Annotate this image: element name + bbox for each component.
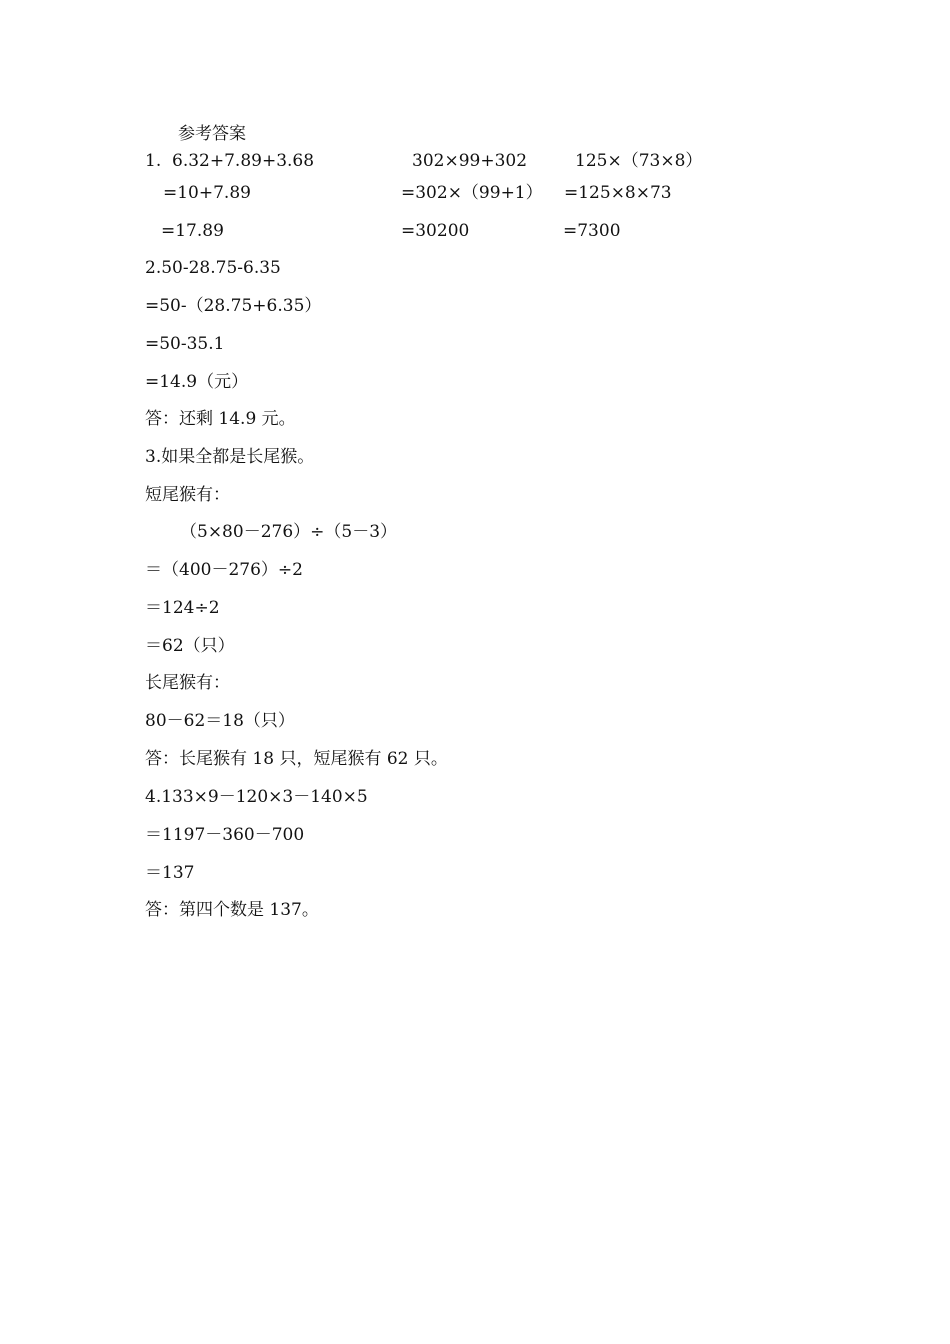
q1-expr3-line3: =7300	[563, 221, 621, 241]
q3-line: 80－62＝18（只）	[145, 711, 295, 731]
q3-answer: 答：长尾猴有 18 只，短尾猴有 62 只。	[145, 749, 448, 769]
q3-line: 3.如果全都是长尾猴。	[145, 447, 315, 467]
q3-line: 长尾猴有：	[145, 673, 230, 693]
q3-line: ＝（400－276）÷2	[145, 560, 303, 580]
q4-line: 4.133×9－120×3－140×5	[145, 787, 368, 807]
q4-answer: 答：第四个数是 137。	[145, 900, 319, 920]
q4-line: ＝137	[145, 863, 195, 883]
q3-line: ＝124÷2	[145, 598, 220, 618]
q1-expr1-line2: =10+7.89	[163, 183, 251, 203]
q2-line: 2.50-28.75-6.35	[145, 258, 281, 278]
q3-line: 短尾猴有：	[145, 485, 230, 505]
q1-expr1-line1: 6.32+7.89+3.68	[172, 151, 315, 171]
q2-line: =50-35.1	[145, 334, 225, 354]
q4-line: ＝1197－360－700	[145, 825, 305, 845]
q1-expr2-line1: 302×99+302	[412, 151, 528, 171]
q2-answer: 答：还剩 14.9 元。	[145, 409, 296, 429]
q1-expr2-line3: =30200	[401, 221, 470, 241]
q1-expr1-line3: =17.89	[161, 221, 224, 241]
q1-expr3-line2: =125×8×73	[564, 183, 672, 203]
page-title: 参考答案	[178, 124, 246, 144]
q1-label: 1.	[145, 151, 162, 171]
q1-expr3-line1: 125×（73×8）	[575, 151, 703, 171]
q3-line: （5×80－276）÷（5－3）	[180, 522, 398, 542]
q1-expr2-line2: =302×（99+1）	[401, 183, 543, 203]
q2-line: =50-（28.75+6.35）	[145, 296, 322, 316]
q3-line: ＝62（只）	[145, 636, 235, 656]
q2-line: =14.9（元）	[145, 372, 249, 392]
